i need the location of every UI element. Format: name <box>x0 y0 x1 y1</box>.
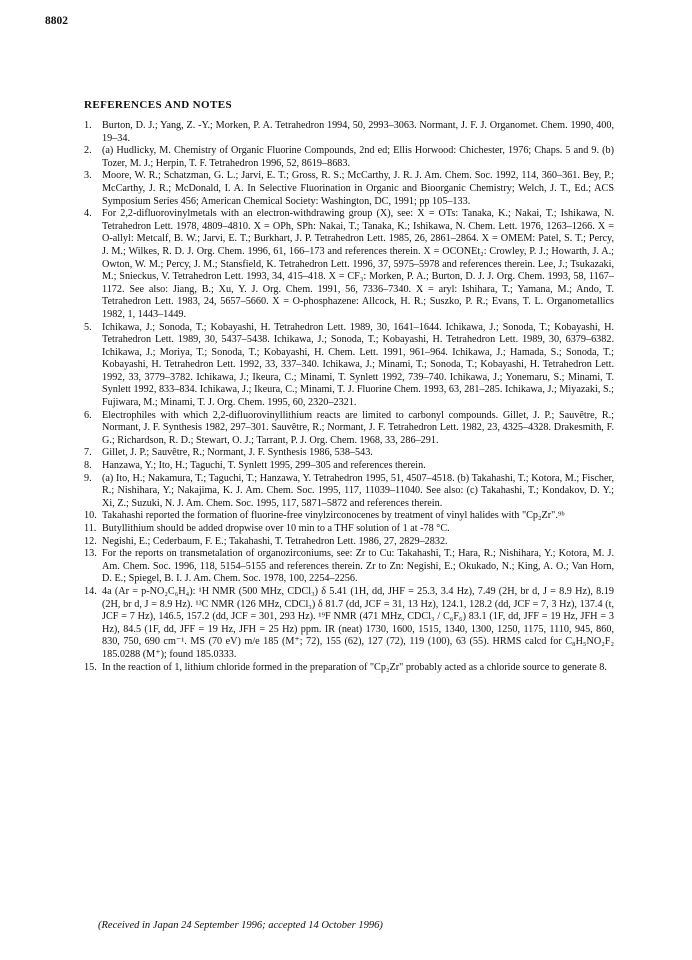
reference-text: (a) Ito, H.; Nakamura, T.; Taguchi, T.; Hanzawa, Y. Tetrahedron 1995, 51, 4507–4518. (b) Takahashi, T.; Kotora, M.; Fischer, R.; Nishihara, Y.; Nakajima, K. J. Am. Chem. Soc. 1995, 117, 11039–11040. See also: (c) Takahashi, T.; Kondakov, D. Y.; Xi, Z.; Suzuki, N. J. Am. Chem. Soc. 1995, 117, 5871–5872 and references therein. <box>102 472 614 509</box>
reference-text: Takahashi reported the formation of fluorine-free vinylzirconocenes by treatment of vinyl halides with "Cp₂Zr".⁹ᵇ <box>102 510 565 522</box>
reference-number: 8. <box>84 460 92 472</box>
reference-item <box>84 170 614 208</box>
reference-number: 1. <box>84 120 92 131</box>
reference-text: (a) Hudlicky, M. Chemistry of Organic Fluorine Compounds, 2nd ed; Ellis Horwood: Chichester, 1976; Chaps. 5 and 9. (b) Tozer, M. J.; Herpin, T. F. Tetrahedron 1996, 52, 8619–8683. <box>102 145 614 169</box>
reference-text: Burton, D. J.; Yang, Z. -Y.; Morken, P. A. Tetrahedron 1994, 50, 2993–3063. Normant, J. F. J. Organomet. Chem. 1990, 400, 19–34. <box>102 120 614 144</box>
reference-number: 5. <box>84 321 92 333</box>
reference-item <box>84 536 614 549</box>
reference-number: 7. <box>84 447 92 459</box>
reference-text: In the reaction of 1, lithium chloride formed in the preparation of "Cp₂Zr" probably acted as a chloride source to generate 8. <box>102 661 607 673</box>
reference-item <box>84 548 614 586</box>
reference-text: For the reports on transmetalation of organozirconiums, see: Zr to Cu: Takahashi, T.; Hara, R.; Nishihara, Y.; Kotora, M. J. Am. Chem. Soc. 1996, 118, 5154–5155 and references therein. Zr to Zn: Negishi, E.; Okukado, N.; King, A. O.; Van Horn, D. E.; Spiegel, B. I. J. Am. Chem. Soc. 1978, 100, 2254–2256. <box>102 548 614 585</box>
reference-number: 9. <box>84 472 92 484</box>
reference-item <box>84 586 614 662</box>
received-note: (Received in Japan 24 September 1996; accepted 14 October 1996) <box>98 920 383 931</box>
reference-number: 10. <box>84 510 97 522</box>
reference-number: 2. <box>84 145 92 157</box>
reference-text: 4a (Ar = p-NO₂C₆H₄): ¹H NMR (500 MHz, CDCl₃) δ 5.41 (1H, dd, JHF = 25.3, 3.4 Hz), 7.49 (2H, br d, J = 8.9 Hz), 8.19 (2H, br d, J = 8.9 Hz). ¹³C NMR (126 MHz, CDCl₃) δ 81.7 (dd, JCF = 31, 13 Hz), 124.1, 128.2 (dd, JCF = 7, 3 Hz), 137.4 (t, JCF = 7 Hz), 146.5, 157.2 (dd, JCF = 301, 293 Hz). ¹⁹F NMR (471 MHz, CDCl₃ / C₆F₆) 83.1 (1F, dd, JFF = 19 Hz, JFH = 3 Hz), 84.5 (1F, dd, JFF = 19 Hz, JFH = 25 Hz) ppm. IR (neat) 1730, 1600, 1515, 1340, 1300, 1250, 1175, 1110, 945, 860, 830, 750, 690 cm⁻¹. MS (70 eV) m/e 185 (M⁺; 72), 155 (62), 127 (72), 119 (100), 63 (55). HRMS calcd for C₈H₅NO₂F₂ 185.0288 (M⁺); found 185.0333. <box>102 585 614 660</box>
reference-item <box>84 120 614 145</box>
reference-item <box>84 460 614 473</box>
reference-text: Hanzawa, Y.; Ito, H.; Taguchi, T. Synlett 1995, 299–305 and references therein. <box>102 460 426 472</box>
reference-number: 13. <box>84 548 97 560</box>
reference-number: 3. <box>84 170 92 182</box>
reference-list <box>84 120 614 674</box>
reference-item <box>84 208 614 321</box>
reference-number: 15. <box>84 661 97 673</box>
reference-item <box>84 510 614 523</box>
reference-text: Gillet, J. P.; Sauvêtre, R.; Normant, J. F. Synthesis 1986, 538–543. <box>102 447 373 459</box>
reference-item <box>84 447 614 460</box>
reference-number: 12. <box>84 535 97 547</box>
reference-text: For 2,2-difluorovinylmetals with an electron-withdrawing group (X), see: X = OTs: Tanaka, K.; Nakai, T.; Ishikawa, N. Tetrahedron Lett. 1978, 4809–4810. X = OPh, SPh: Nakai, T.; Tanaka, K.; Ishikawa, N. Chem. Lett. 1976, 1263–1266. X = O-allyl: Metcalf, B. W.; Jarvi, E. T.; Burkhart, J. P. Tetrahedron Lett. 1985, 26, 2861–2864. X = OMEM: Patel, S. T.; Percy, J. M.; Wilkes, R. D. J. Org. Chem. 1996, 61, 166–173 and references therein. X = OCONEt₂: Crowley, P. J.; Howarth, J. A.; Owton, W. M.; Percy, J. M.; Stansfield, K. Tetrahedron Lett. 1996, 37, 5975–5978 and references therein. Lee, J.; Tsukazaki, M.; Snieckus, V. Tetrahedron Lett. 1993, 34, 415–418. X = CF₃: Morken, P. A.; Burton, D. J. J. Org. Chem. 1993, 58, 1167–1172. See also: Jiang, B.; Xu, Y. J. Org. Chem. 1991, 56, 7336–7340. X = aryl: Ishihara, T.; Yamana, M.; Ando, T. Tetrahedron Lett. 1983, 24, 5657–5660. X = O-phosphazene: Allcock, H. R.; Suszko, P. R.; Evans, T. L. Organometallics 1982, 1, 1443–1449. <box>102 208 614 320</box>
reference-number: 6. <box>84 409 92 421</box>
reference-text: Moore, W. R.; Schatzman, G. L.; Jarvi, E. T.; Gross, R. S.; McCarthy, J. R. J. Am. Chem. Soc. 1992, 114, 360–361. Bey, P.; McCarthy, J. R.; McDonald, I. A. In Selective Fluorination in Organic and Bioorganic Chemistry; Welch, J. T., Ed.; ACS Symposium Series 456; American Chemical Society: Washington, DC, 1991; pp 105–133. <box>102 170 614 207</box>
reference-text: Ichikawa, J.; Sonoda, T.; Kobayashi, H. Tetrahedron Lett. 1989, 30, 1641–1644. Ichikawa, J.; Sonoda, T.; Kobayashi, H. Tetrahedron Lett. 1989, 30, 5437–5438. Ichikawa, J.; Sonoda, T.; Kobayashi, H. Tetrahedron Lett. 1989, 30, 6379–6382. Ichikawa, J.; Moriya, T.; Sonoda, T.; Kobayashi, H. Chem. Lett. 1991, 961–964. Ichikawa, J.; Hamada, S.; Sonoda, T.; Kobayashi, H. Tetrahedron Lett. 1992, 33, 337–340. Ichikawa, J.; Minami, T.; Sonoda, T.; Kobayashi, H. Tetrahedron Lett. 1992, 33, 3779–3782. Ichikawa, J.; Ikeura, C.; Minami, T. Synlett 1992, 739–740. Ichikawa, J.; Yonemaru, S.; Minami, T. Synlett 1992, 833–834. Ichikawa, J.; Ikeura, C.; Minami, T. J. Fluorine Chem. 1993, 63, 281–285. Ichikawa, J.; Miyazaki, S.; Fujiwara, M.; Minami, T. J. Org. Chem. 1995, 60, 2320–2321. <box>102 321 614 409</box>
reference-item <box>84 410 614 448</box>
reference-item <box>84 473 614 511</box>
reference-number: 14. <box>84 585 97 597</box>
reference-text: Butyllithium should be added dropwise over 10 min to a THF solution of 1 at -78 °C. <box>102 523 450 534</box>
reference-item <box>84 322 614 410</box>
reference-item <box>84 662 614 675</box>
reference-text: Negishi, E.; Cederbaum, F. E.; Takahashi, T. Tetrahedron Lett. 1986, 27, 2829–2832. <box>102 535 448 547</box>
reference-item <box>84 145 614 170</box>
section-heading: REFERENCES AND NOTES <box>84 99 232 111</box>
page-number: 8802 <box>45 15 68 27</box>
reference-text: Electrophiles with which 2,2-difluorovinyllithium reacts are limited to carbonyl compounds. Gillet, J. P.; Sauvêtre, R.; Normant, J. F. Synthesis 1982, 297–301. Sauvêtre, R.; Normant, J. F. Tetrahedron Lett. 1982, 23, 4325–4328. Drakesmith, F. G.; Richardson, R. D.; Stewart, O. J.; Tarrant, P. J. Org. Chem. 1968, 33, 286–291. <box>102 409 614 446</box>
reference-item <box>84 523 614 536</box>
reference-number: 11. <box>84 523 97 534</box>
reference-number: 4. <box>84 208 92 220</box>
